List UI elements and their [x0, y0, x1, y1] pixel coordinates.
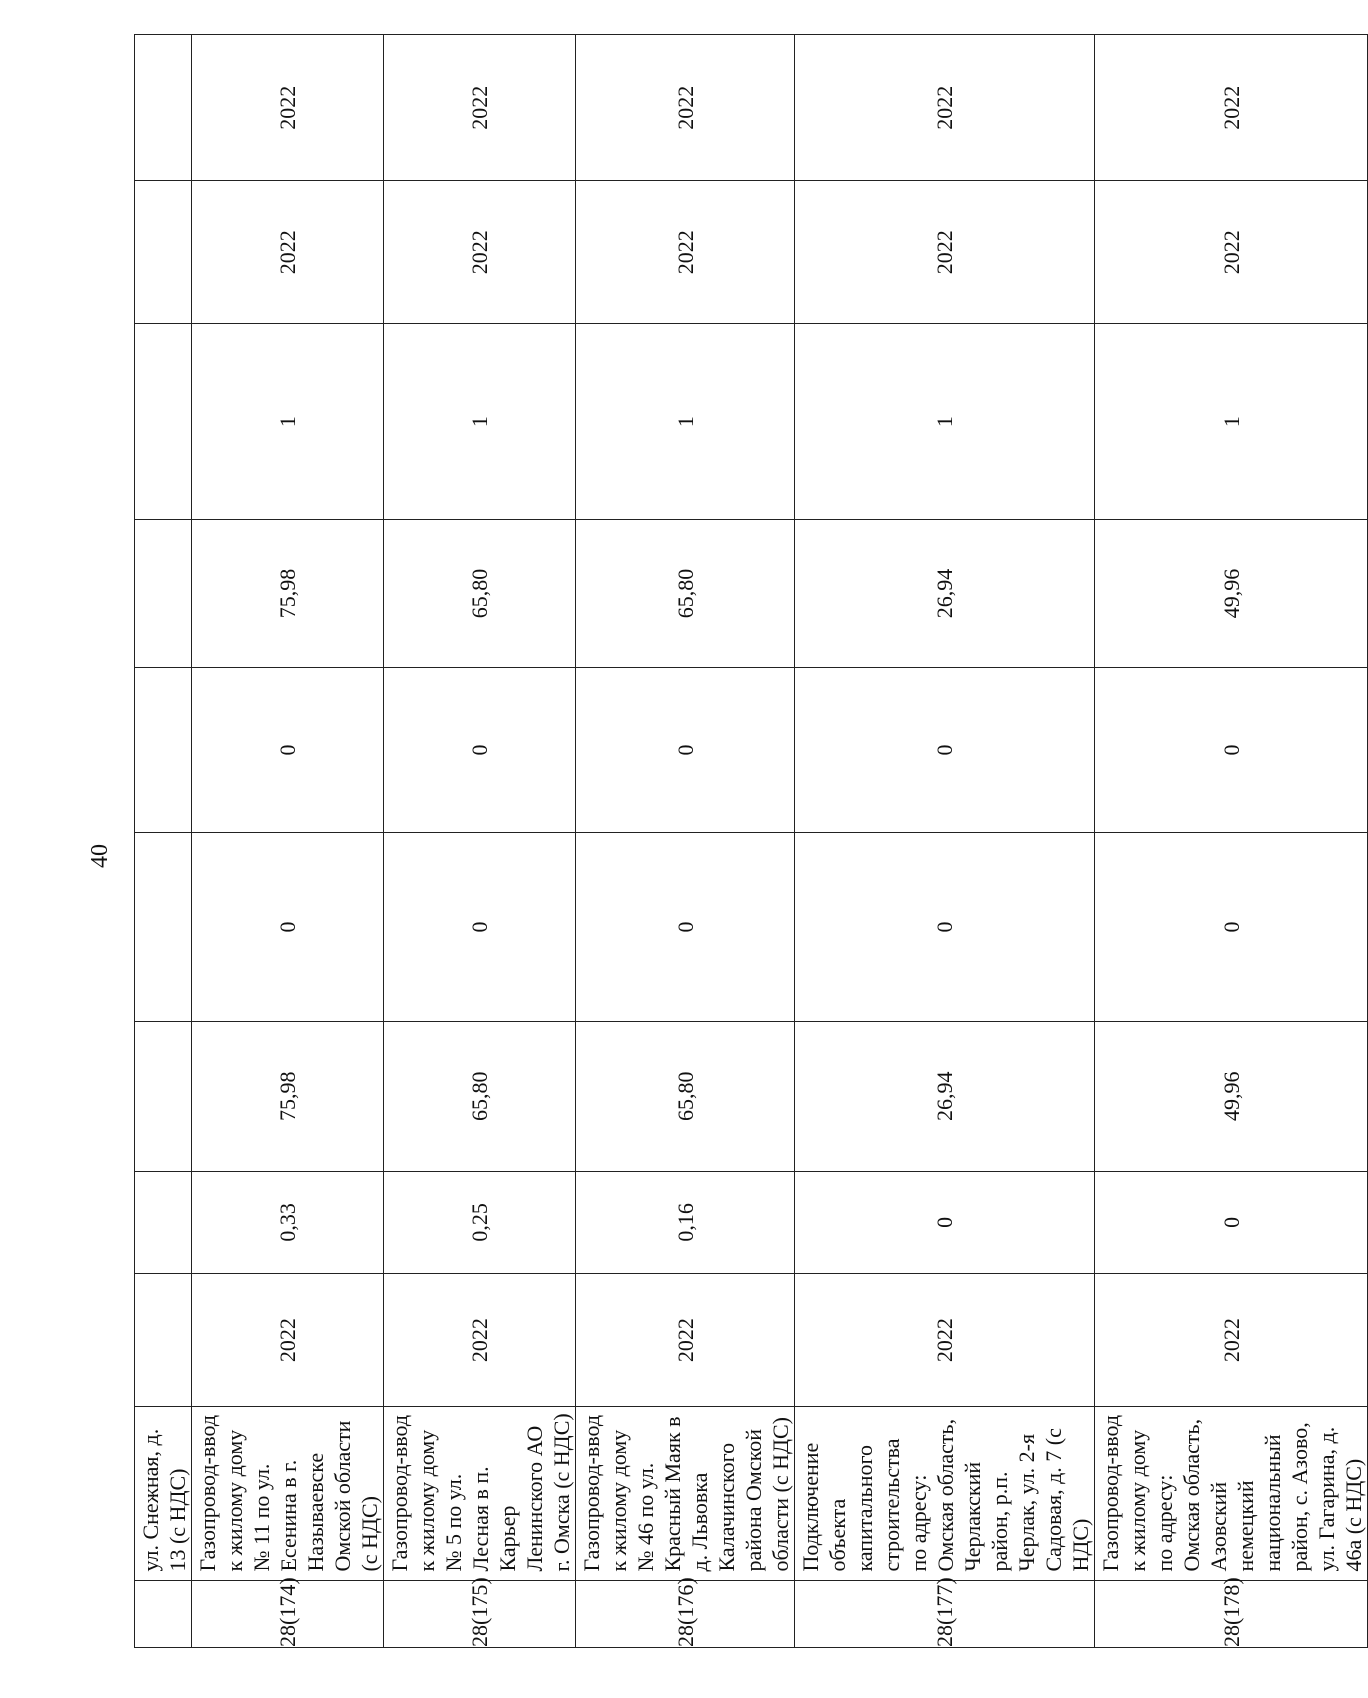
value-cell: 0 — [384, 833, 576, 1021]
value-cell: 0,33 — [192, 1171, 384, 1273]
value-cell: 26,94 — [795, 520, 1095, 668]
row-id-cell: 28(177) — [795, 1580, 1095, 1647]
value-cell: 0 — [795, 1171, 1095, 1273]
value-cell: 1 — [576, 324, 795, 520]
year-cell: 2022 — [192, 1273, 384, 1407]
row-id-cell: 28(174) — [192, 1580, 384, 1647]
table-row — [384, 35, 576, 1648]
value-cell: 0 — [192, 667, 384, 833]
row-id-cell: 28(176) — [576, 1580, 795, 1647]
page-number: 40 — [87, 844, 113, 868]
value-cell — [135, 1021, 192, 1171]
value-cell — [135, 833, 192, 1021]
value-cell: 2022 — [192, 181, 384, 324]
value-cell: 65,80 — [576, 520, 795, 668]
value-cell — [135, 324, 192, 520]
value-cell: 75,98 — [192, 1021, 384, 1171]
table-frame — [134, 34, 1366, 1648]
value-cell: 2022 — [384, 181, 576, 324]
year-cell: 2022 — [1095, 1273, 1368, 1407]
value-cell: 0 — [795, 667, 1095, 833]
row-id-cell — [135, 1580, 192, 1647]
value-cell: 26,94 — [795, 1021, 1095, 1171]
description-cell: Газопровод-ввод к жилому дому № 46 по ул. Красный Маяк в д. Львовка Калачинского района Омской области (с НДС) — [576, 1407, 795, 1580]
value-cell: 0,16 — [576, 1171, 795, 1273]
value-cell: 0 — [384, 667, 576, 833]
value-cell: 2022 — [795, 35, 1095, 181]
value-cell: 49,96 — [1095, 1021, 1368, 1171]
row-id-cell: 28(175) — [384, 1580, 576, 1647]
value-cell: 65,80 — [384, 520, 576, 668]
table-row — [135, 35, 192, 1648]
value-cell: 1 — [1095, 324, 1368, 520]
value-cell: 2022 — [1095, 181, 1368, 324]
value-cell — [135, 1171, 192, 1273]
value-cell: 65,80 — [576, 1021, 795, 1171]
description-cell: ул. Снежная, д. 13 (с НДС) — [135, 1407, 192, 1580]
value-cell: 0 — [1095, 833, 1368, 1021]
data-table — [134, 34, 1368, 1648]
value-cell: 2022 — [576, 35, 795, 181]
value-cell: 65,80 — [384, 1021, 576, 1171]
value-cell — [135, 181, 192, 324]
value-cell: 75,98 — [192, 520, 384, 668]
table-sheet — [134, 34, 1366, 1648]
year-cell: 2022 — [384, 1273, 576, 1407]
value-cell: 0 — [1095, 667, 1368, 833]
value-cell: 2022 — [795, 181, 1095, 324]
description-cell: Газопровод-ввод к жилому дому № 5 по ул. Лесная в п. Карьер Ленинского АО г. Омска (с НДС) — [384, 1407, 576, 1580]
table-row — [795, 35, 1095, 1648]
year-cell: 2022 — [576, 1273, 795, 1407]
value-cell: 49,96 — [1095, 520, 1368, 668]
value-cell: 1 — [795, 324, 1095, 520]
value-cell: 0 — [576, 833, 795, 1021]
description-cell: Газопровод-ввод к жилому дому по адресу: Омская область, Азовский немецкий национальный район, с. Азово, ул. Гагарина, д. 46а (с НДС) — [1095, 1407, 1368, 1580]
table-row — [1095, 35, 1368, 1648]
value-cell: 2022 — [192, 35, 384, 181]
value-cell: 0 — [192, 833, 384, 1021]
value-cell: 0 — [795, 833, 1095, 1021]
year-cell: 2022 — [795, 1273, 1095, 1407]
value-cell — [135, 667, 192, 833]
value-cell: 2022 — [384, 35, 576, 181]
value-cell: 2022 — [1095, 35, 1368, 181]
value-cell: 1 — [192, 324, 384, 520]
value-cell — [135, 35, 192, 181]
table-row — [192, 35, 384, 1648]
value-cell: 0,25 — [384, 1171, 576, 1273]
year-cell — [135, 1273, 192, 1407]
row-id-cell: 28(178) — [1095, 1580, 1368, 1647]
table-row — [576, 35, 795, 1648]
value-cell: 0 — [1095, 1171, 1368, 1273]
value-cell: 2022 — [576, 181, 795, 324]
description-cell: Газопровод-ввод к жилому дому № 11 по ул. Есенина в г. Называевске Омской области (с НДС) — [192, 1407, 384, 1580]
description-cell: Подключение объекта капитального строительства по адресу: Омская область, Черлакский район, р.п. Черлак, ул. 2-я Садовая, д. 7 (с НДС) — [795, 1407, 1095, 1580]
value-cell: 1 — [384, 324, 576, 520]
value-cell: 0 — [576, 667, 795, 833]
value-cell — [135, 520, 192, 668]
